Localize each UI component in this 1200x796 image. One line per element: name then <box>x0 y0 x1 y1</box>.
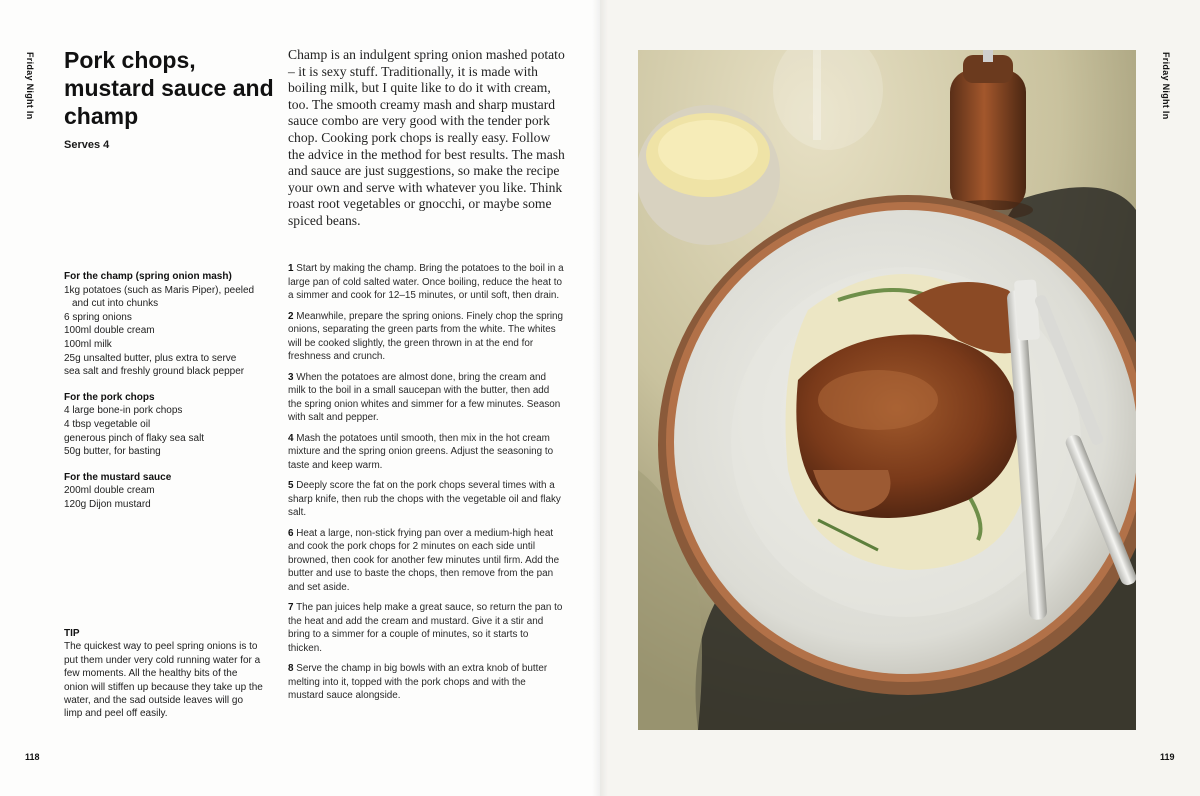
ingredient-group-pork-chops <box>64 391 269 459</box>
tip-box <box>64 627 264 721</box>
step-number: 1 <box>288 263 294 274</box>
book-gutter <box>592 0 608 796</box>
step-number: 8 <box>288 663 294 674</box>
step-number: 6 <box>288 527 294 539</box>
ingredient-group-champ <box>64 270 269 379</box>
tip-text: The quickest way to peel spring onions is to put them under very cold running water for a few moments. All the healthy bits of the onion will stiffen up because they take up the water, and the sad outside leaves will go limp and peel off easily. <box>64 641 263 720</box>
step-number: 5 <box>288 480 294 491</box>
recipe-intro: Champ is an indulgent spring onion mashed potato – it is sexy stuff. Traditionally, it is made with boiling milk, but I quite like to do it with cream, too. The smooth creamy mash and sharp mustard sauce combo are very good with the tender pork chop. Cooking pork chops is really easy. Follow the advice in the method for best results. The mash and sauce are just suggestions, so make the recipe your own and serve with whatever you like. Think roast root vegetables or gnocchi, or maybe some spiced beans. <box>288 47 565 228</box>
method-step <box>288 601 564 655</box>
ingredient-item: 4 tbsp vegetable oil <box>64 418 151 430</box>
method-step <box>288 371 564 425</box>
page-number-right: 119 <box>1160 752 1175 762</box>
step-text: Serve the champ in big bowls with an extra knob of butter melting into it, topped with the pork chops and with the mustard sauce alongside. <box>288 663 548 701</box>
step-text: Start by making the champ. Bring the potatoes to the boil in a large pan of cold salted water. Once boiling, reduce the heat to a simmer and cook for 12–15 minutes, or until soft, then drain. <box>288 263 564 301</box>
step-number: 2 <box>288 310 294 322</box>
serves-label: Serves 4 <box>64 139 110 151</box>
ingredient-item: 25g unsalted butter, plus extra to serve <box>64 352 237 364</box>
step-text: Heat a large, non-stick frying pan over a medium-high heat and cook the pork chops for 2 minutes on each side until browned, then cook for another few minutes until firm. Add the butter and use to baste the chops, then remove from the pan and set aside. <box>288 527 560 593</box>
method-step <box>288 310 564 364</box>
method-step <box>288 527 564 595</box>
step-number: 4 <box>288 432 294 444</box>
running-head-left: Friday Night In <box>25 52 35 120</box>
ingredient-group-heading: For the mustard sauce <box>64 471 172 483</box>
ingredient-group-mustard-sauce <box>64 471 269 512</box>
ingredient-item: 4 large bone-in pork chops <box>64 405 183 417</box>
ingredient-item: 1kg potatoes (such as Maris Piper), peeled and cut into chunks <box>64 284 255 310</box>
recipe-title: Pork chops, mustard sauce and champ <box>64 47 274 129</box>
ingredient-item: 200ml double cream <box>64 485 155 497</box>
step-text: The pan juices help make a great sauce, so return the pan to the heat and add the cream and mustard. Give it a stir and bring to a simmer for a couple of minutes, so it starts to thicken. <box>288 602 563 654</box>
tip-label: TIP <box>64 628 80 639</box>
step-text: Mash the potatoes until smooth, then mix in the hot cream mixture and the spring onion greens. Adjust the seasoning to taste and keep warm. <box>288 432 554 471</box>
method-steps <box>288 262 564 710</box>
step-text: Meanwhile, prepare the spring onions. Finely chop the spring onions, separating the green parts from the white. The whites will be cooked slightly, the green thrown in at the end for freshness and crunch. <box>288 310 564 362</box>
method-step <box>288 432 564 473</box>
ingredients-list <box>64 270 269 524</box>
food-photo <box>638 50 1136 730</box>
step-number: 7 <box>288 602 294 613</box>
ingredient-item: sea salt and freshly ground black pepper <box>64 366 245 378</box>
ingredient-item: 100ml milk <box>64 338 112 350</box>
ingredient-item: 100ml double cream <box>64 325 155 337</box>
step-text: Deeply score the fat on the pork chops several times with a sharp knife, then rub the chops with the vegetable oil and flaky salt. <box>288 480 561 518</box>
ingredient-item: generous pinch of flaky sea salt <box>64 432 205 444</box>
step-text: When the potatoes are almost done, bring the cream and milk to the boil in a small saucepan with the butter, then add the spring onion whites and simmer for a few minutes. Season with salt and pepper. <box>288 371 561 423</box>
page-number-left: 118 <box>25 752 40 762</box>
method-step <box>288 662 564 703</box>
ingredient-item: 120g Dijon mustard <box>64 498 151 510</box>
step-number: 3 <box>288 371 294 383</box>
method-step <box>288 479 564 520</box>
ingredient-group-heading: For the pork chops <box>64 391 155 403</box>
ingredient-group-heading: For the champ (spring onion mash) <box>64 271 232 282</box>
running-head-right: Friday Night In <box>1161 52 1171 120</box>
method-step <box>288 262 564 303</box>
ingredient-item: 50g butter, for basting <box>64 446 161 458</box>
ingredient-item: 6 spring onions <box>64 311 132 323</box>
